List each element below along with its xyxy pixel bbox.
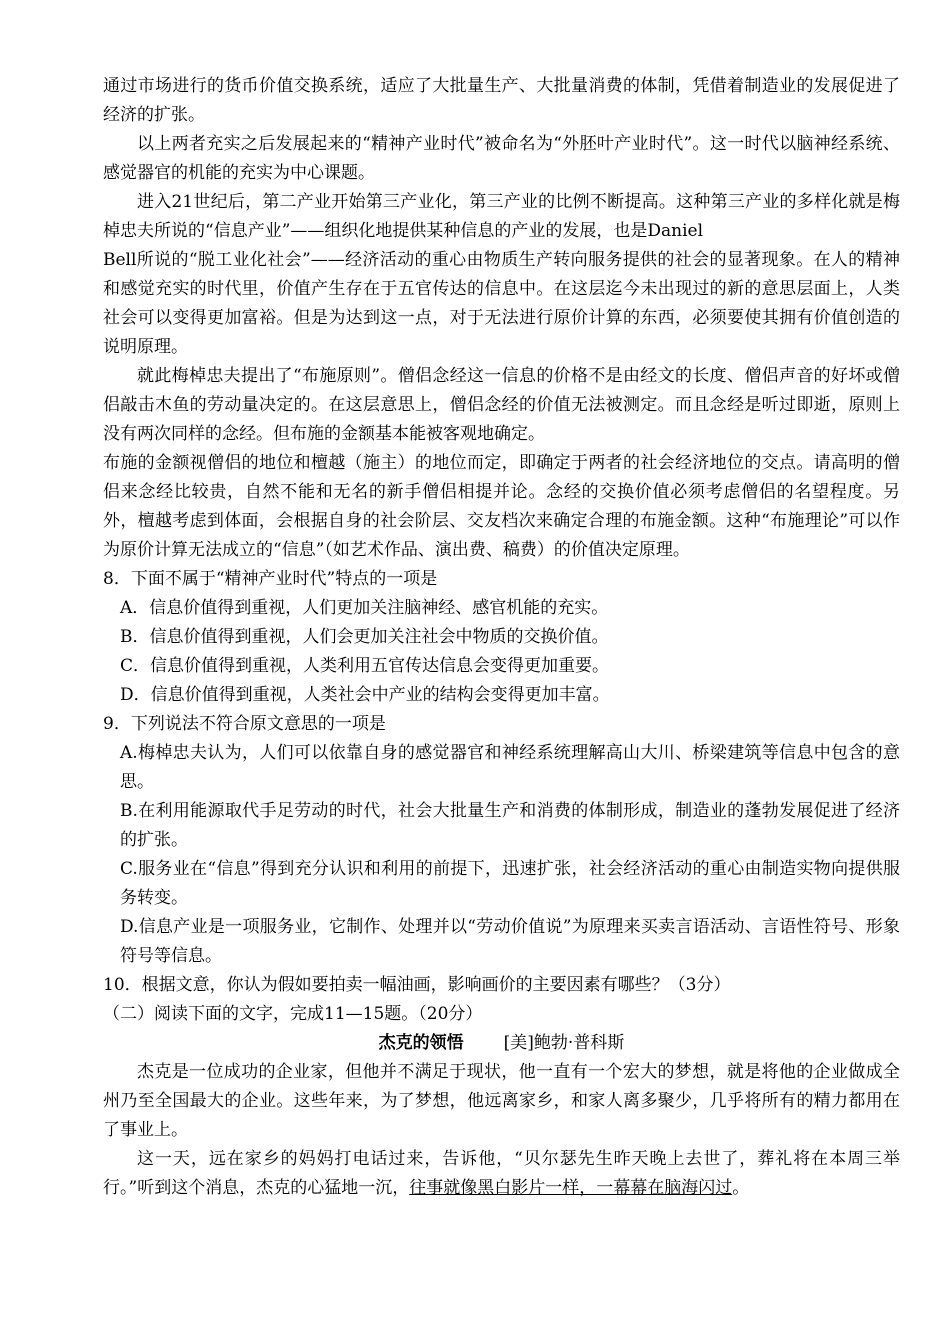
question-8-option: A．信息价值得到重视，人们更加关注脑神经、感官机能的充实。 [120,598,609,618]
passage-paragraph: 布施的金额视僧侣的地位和檀越（施主）的地位而定，即确定于两者的社会经济地位的交点。请高明的僧侣来念经比较贵，自然不能和无名的新手僧侣相提并论。念经的交换价值必须考虑僧侣的名望程度。另外，檀越考虑到体面，会根据自身的社会阶层、交友档次来确定合理的布施金额。这种“布施理论”可以作为原价计算无法成立的“信息”（如艺术作品、演出费、稿费）的价值决定原理。 [103,453,900,560]
story-paragraph: 杰克是一位成功的企业家，但他并不满足于现状，他一直有一个宏大的梦想，就是将他的企业做成全州乃至全国最大的企业。这些年来，为了梦想，他远离家乡，和家人离多聚少，几乎将所有的精力都用在了事业上。 [103,1062,900,1140]
story-title-line [103,1029,900,1058]
story-paragraph [103,1145,900,1203]
question-9-option: C.服务业在“信息”得到充分认识和利用的前提下，迅速扩张，社会经济活动的重心由制造实物向提供服务转变。 [120,859,900,908]
section-heading: （二）阅读下面的文字，完成11—15题。（20分） [103,1004,483,1024]
document-page [103,72,900,1203]
question-8-stem: 8．下面不属于“精神产业时代”特点的一项是 [103,569,438,589]
question-10: 10．根据文意，你认为假如要拍卖一幅油画，影响画价的主要因素有哪些？（3分） [103,975,731,995]
story-title: 杰克的领悟 [378,1033,464,1053]
story-author: [美]鲍勃·普科斯 [503,1033,625,1053]
question-9-option: B.在利用能源取代手足劳动的时代，社会大批量生产和消费的体制形成，制造业的蓬勃发展促进了经济的扩张。 [120,801,900,850]
passage-paragraph: 就此梅棹忠夫提出了“布施原则”。僧侣念经这一信息的价格不是由经文的长度、僧侣声音的好坏或僧侣敲击木鱼的劳动量决定的。在这层意思上，僧侣念经的价值无法被测定。而且念经是听过即逝，原则上没有两次同样的念经。但布施的金额基本能被客观地确定。 [103,366,900,444]
question-9-stem: 9．下列说法不符合原文意思的一项是 [103,714,386,734]
passage-paragraph: Bell所说的“脱工业化社会”——经济活动的重心由物质生产转向服务提供的社会的显著现象。在人的精神和感觉充实的时代里，价值产生存在于五官传达的信息中。在这层迄今未出现过的新的意思层面上，人类社会可以变得更加富裕。但是为达到这一点，对于无法进行原价计算的东西，必须要使其拥有价值创造的说明原理。 [103,250,900,357]
story-text: 这一天，远在家乡的妈妈打电话过来，告诉他，“贝尔瑟先生昨天晚上去世了，葬礼将在本周三举行。”听到这个消息，杰克的心猛地一沉， [103,1149,900,1198]
question-9-option: D.信息产业是一项服务业，它制作、处理并以“劳动价值说”为原理来买卖言语活动、言语性符号、形象符号等信息。 [120,917,900,966]
passage-paragraph: 通过市场进行的货币价值交换系统，适应了大批量生产、大批量消费的体制，凭借着制造业的发展促进了经济的扩张。 [103,76,900,125]
underlined-sentence: 往事就像黑白影片一样，一幕幕在脑海闪过 [409,1178,733,1198]
question-9-option: A.梅棹忠夫认为，人们可以依靠自身的感觉器官和神经系统理解高山大川、桥梁建筑等信息中包含的意思。 [120,743,900,792]
question-8-option: B．信息价值得到重视，人们会更加关注社会中物质的交换价值。 [120,627,609,647]
passage-paragraph: 进入21世纪后，第二产业开始第三产业化，第三产业的比例不断提高。这种第三产业的多样化就是梅棹忠夫所说的“信息产业”——组织化地提供某种信息的产业的发展，也是Daniel [103,192,900,241]
story-text-end: 。 [732,1178,750,1198]
passage-paragraph: 以上两者充实之后发展起来的“精神产业时代”被命名为“外胚叶产业时代”。这一时代以脑神经系统、感觉器官的机能的充实为中心课题。 [103,134,900,183]
question-8-option: C．信息价值得到重视，人类利用五官传达信息会变得更加重要。 [120,656,610,676]
question-8-option: D．信息价值得到重视，人类社会中产业的结构会变得更加丰富。 [120,685,610,705]
